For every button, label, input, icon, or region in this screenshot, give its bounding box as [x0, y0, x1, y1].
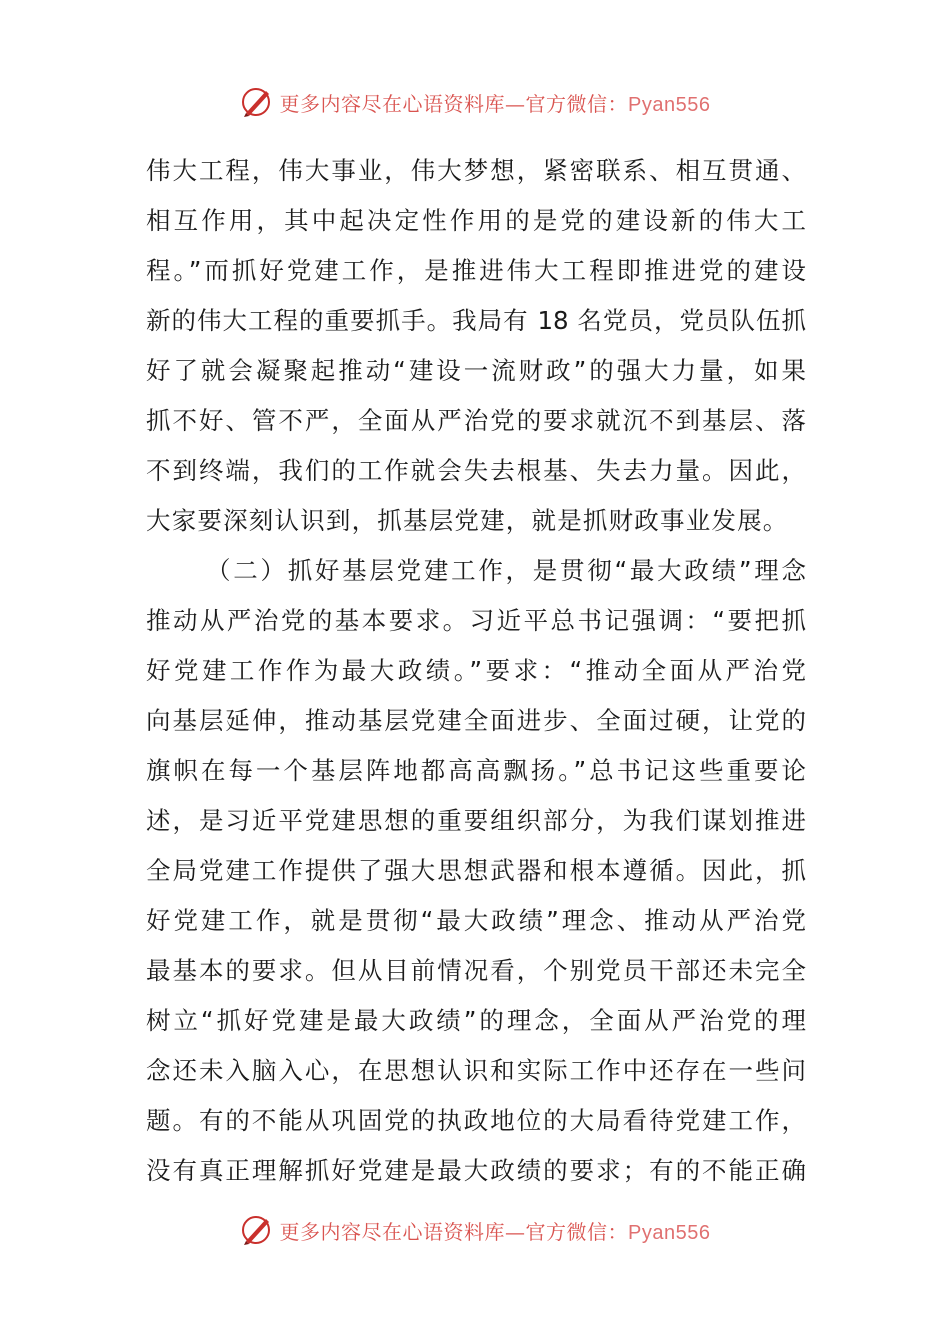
- body-line: 述，是习近平党建思想的重要组织部分，为我们谋划推进: [146, 806, 806, 835]
- body-line: 不到终端，我们的工作就会失去根基、失去力量。因此，: [146, 456, 806, 485]
- body-line: 题。有的不能从巩固党的执政地位的大局看待党建工作，: [146, 1106, 806, 1135]
- body-line: 抓不好、管不严，全面从严治党的要求就沉不到基层、落: [146, 406, 806, 435]
- body-line: 相互作用，其中起决定性作用的是党的建设新的伟大工: [146, 206, 806, 235]
- header-banner-text: 更多内容尽在心语资料库—官方微信：Pyan556: [279, 91, 711, 116]
- body-line: 树立“抓好党建是最大政绩”的理念，全面从严治党的理: [146, 1006, 806, 1035]
- body-line: 推动从严治党的基本要求。习近平总书记强调：“要把抓: [146, 606, 806, 635]
- pen-logo-icon: [240, 85, 274, 119]
- body-line: 伟大工程，伟大事业，伟大梦想，紧密联系、相互贯通、: [146, 156, 806, 185]
- body-line: 好了就会凝聚起推动“建设一流财政”的强大力量，如果: [146, 356, 806, 385]
- pen-logo-icon: [240, 1213, 274, 1247]
- header-banner: [0, 82, 950, 122]
- header-wechat-id: Pyan556: [628, 93, 711, 116]
- body-line: 好党建工作，就是贯彻“最大政绩”理念、推动从严治党: [146, 906, 806, 935]
- section-heading-line: （二）抓好基层党建工作，是贯彻“最大政绩”理念: [206, 556, 806, 585]
- body-line: 全局党建工作提供了强大思想武器和根本遵循。因此，抓: [146, 856, 806, 885]
- body-line: 没有真正理解抓好党建是最大政绩的要求；有的不能正确: [146, 1156, 806, 1185]
- body-line: 念还未入脑入心，在思想认识和实际工作中还存在一些问: [146, 1056, 806, 1085]
- footer-banner-text: 更多内容尽在心语资料库—官方微信：Pyan556: [279, 1219, 711, 1244]
- body-line: 最基本的要求。但从目前情况看，个别党员干部还未完全: [146, 956, 806, 985]
- footer-banner: [0, 1210, 950, 1250]
- body-line: 程。”而抓好党建工作，是推进伟大工程即推进党的建设: [146, 256, 806, 285]
- body-line: 新的伟大工程的重要抓手。我局有 18 名党员，党员队伍抓: [146, 306, 806, 335]
- body-line: 好党建工作作为最大政绩。”要求：“推动全面从严治党: [146, 656, 806, 685]
- footer-wechat-id: Pyan556: [628, 1221, 711, 1244]
- body-line: 旗帜在每一个基层阵地都高高飘扬。”总书记这些重要论: [146, 756, 806, 785]
- body-line: 大家要深刻认识到，抓基层党建，就是抓财政事业发展。: [146, 506, 789, 535]
- document-body: [146, 146, 806, 1196]
- body-line: 向基层延伸，推动基层党建全面进步、全面过硬，让党的: [146, 706, 806, 735]
